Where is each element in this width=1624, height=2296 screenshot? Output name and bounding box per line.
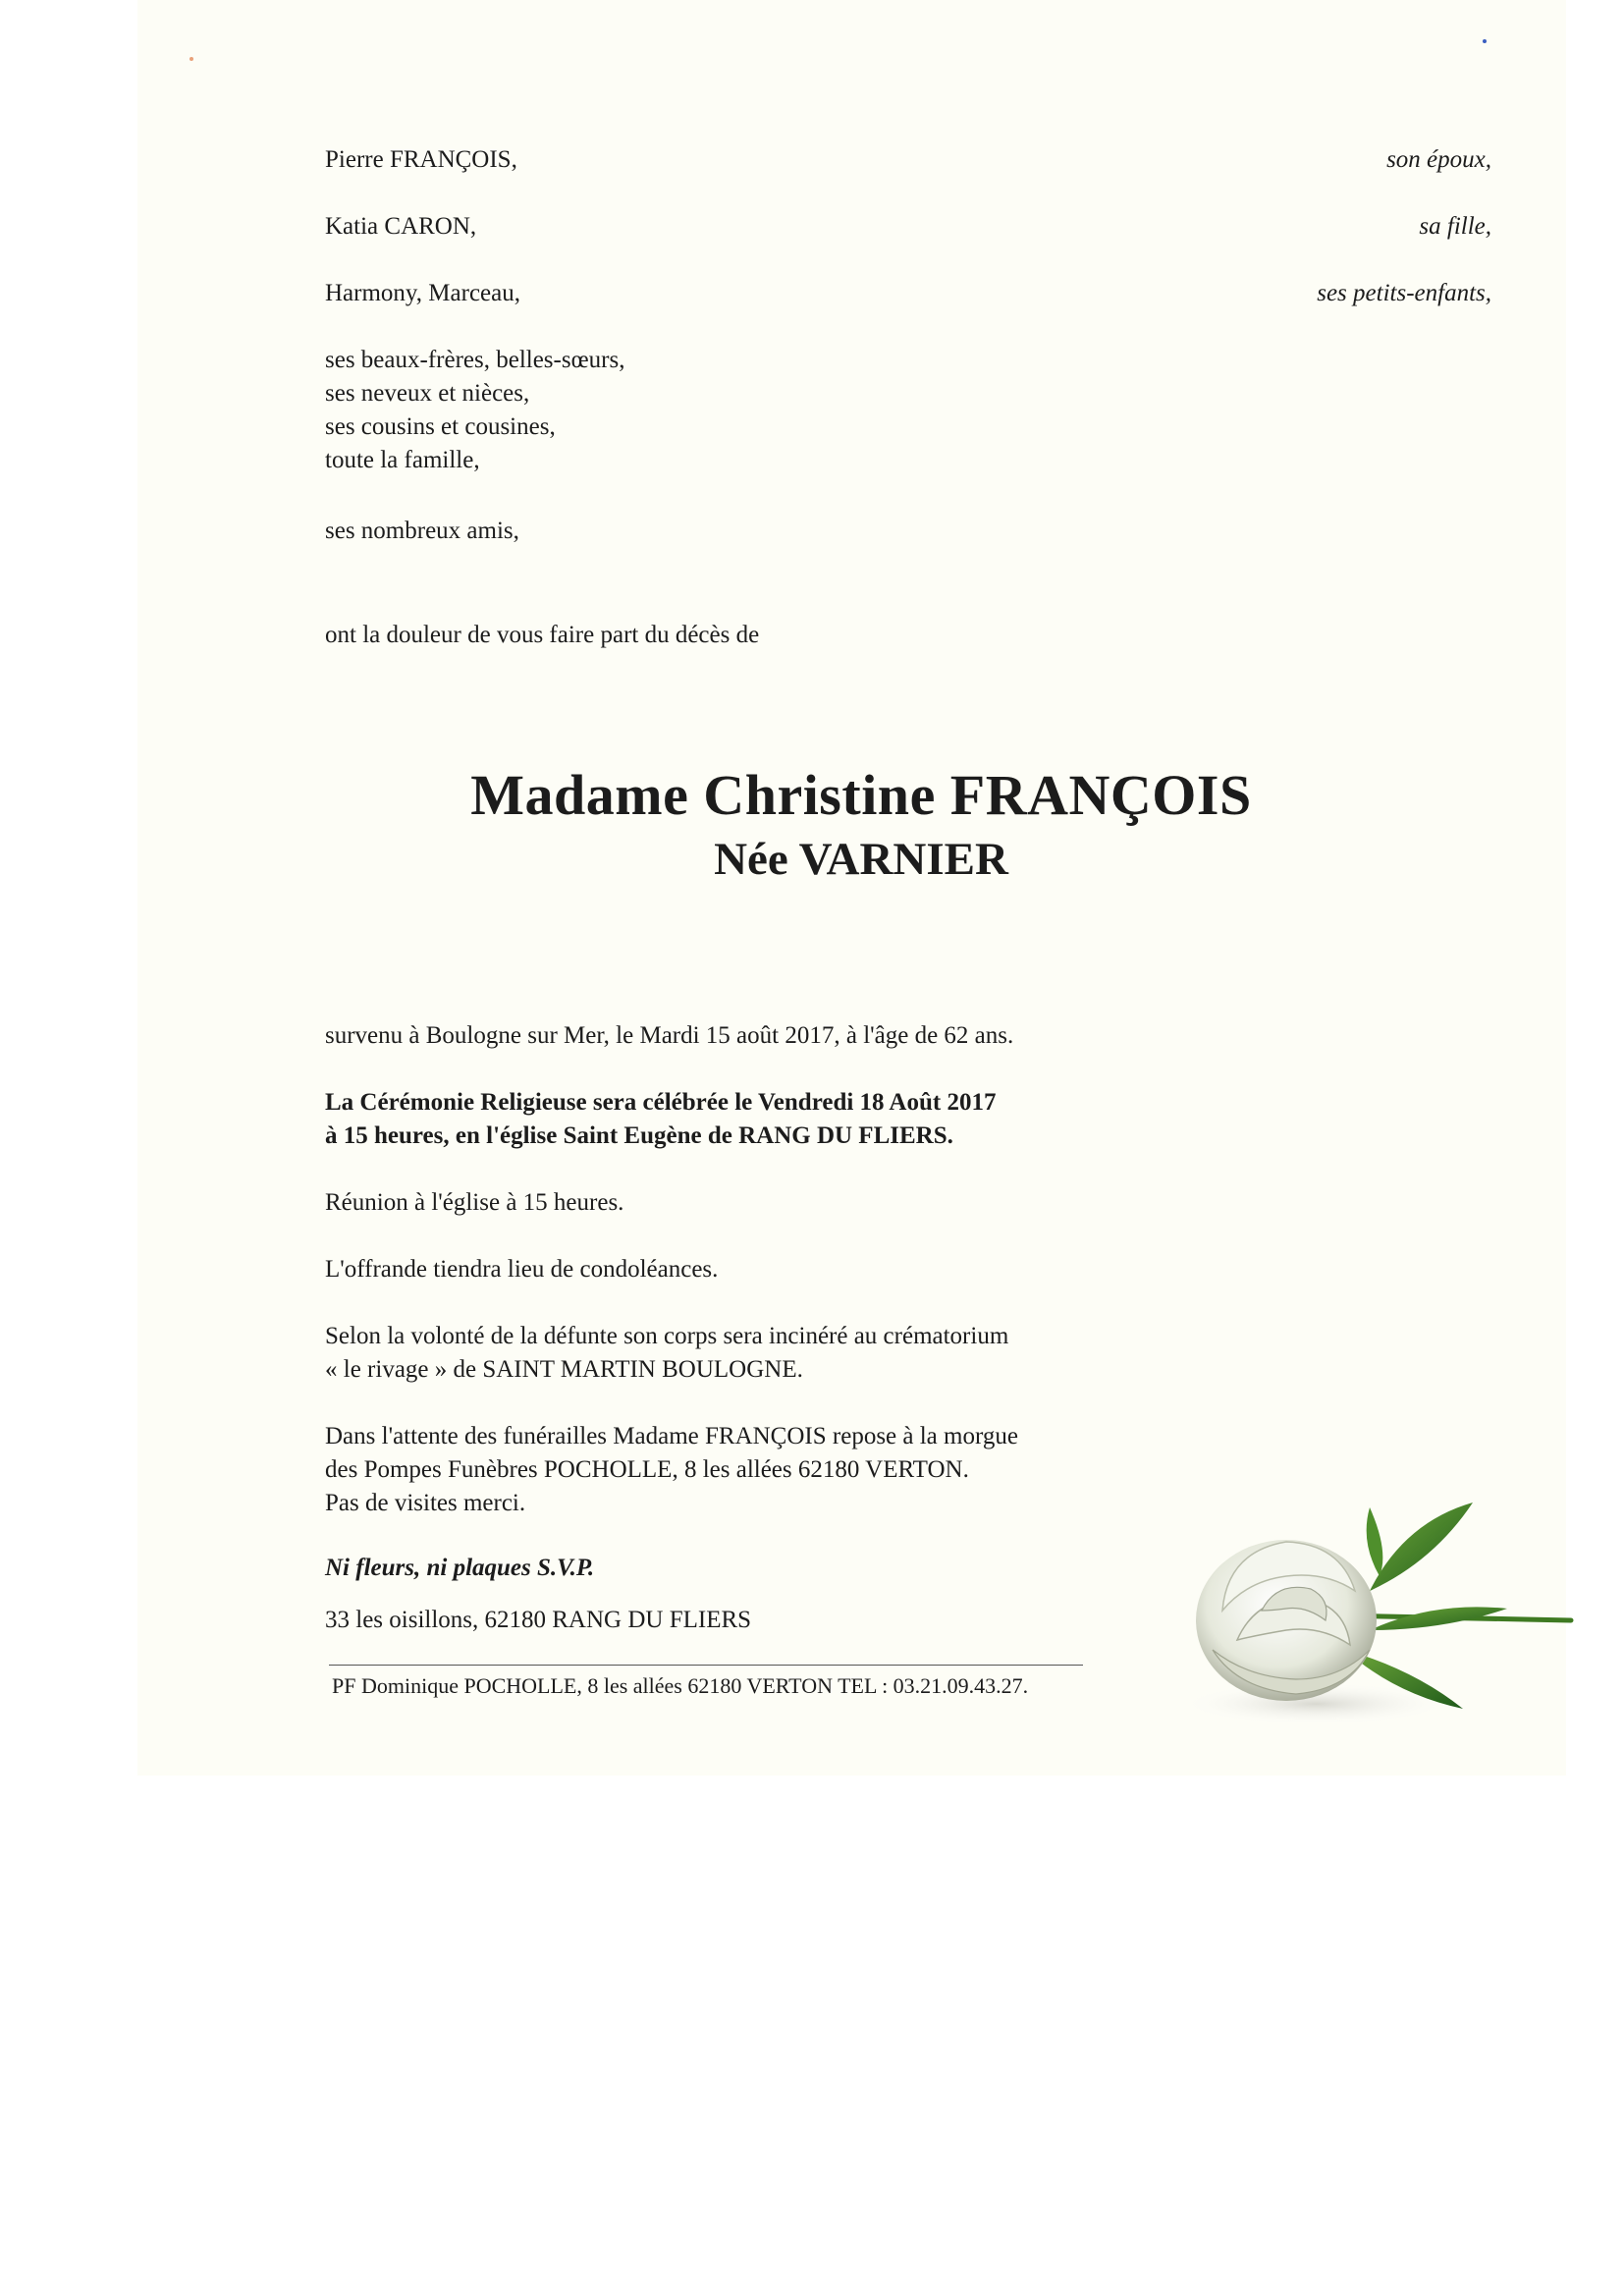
scan-speck <box>1483 39 1487 43</box>
friends-line: ses nombreux amis, <box>325 518 519 544</box>
family-name-1: Pierre FRANÇOIS, <box>325 146 517 173</box>
family-name-3: Harmony, Marceau, <box>325 280 520 306</box>
footer-divider <box>329 1665 1083 1666</box>
repose-line-2: des Pompes Funèbres POCHOLLE, 8 les allées 62180 VERTON. <box>325 1456 969 1483</box>
relatives-line-4: toute la famille, <box>325 447 480 473</box>
meeting-line: Réunion à l'église à 15 heures. <box>325 1189 624 1216</box>
repose-line-3: Pas de visites merci. <box>325 1490 526 1516</box>
offering-line: L'offrande tiendra lieu de condoléances. <box>325 1256 719 1283</box>
death-info: survenu à Boulogne sur Mer, le Mardi 15 août 2017, à l'âge de 62 ans. <box>325 1022 1014 1049</box>
family-relation-2: sa fille, <box>1419 213 1491 240</box>
cremation-line-1: Selon la volonté de la défunte son corps sera incinéré au crématorium <box>325 1323 1009 1349</box>
white-rose-icon <box>1168 1483 1581 1738</box>
family-relation-3: ses petits-enfants, <box>1317 280 1491 306</box>
family-name-2: Katia CARON, <box>325 213 477 240</box>
relatives-line-3: ses cousins et cousines, <box>325 413 556 440</box>
deceased-name: Madame Christine FRANÇOIS <box>470 763 1252 827</box>
family-relation-1: son époux, <box>1386 146 1491 173</box>
cremation-line-2: « le rivage » de SAINT MARTIN BOULOGNE. <box>325 1356 803 1383</box>
funeral-home-footer: PF Dominique POCHOLLE, 8 les allées 62180 VERTON TEL : 03.21.09.43.27. <box>332 1673 1029 1698</box>
no-flowers-notice: Ni fleurs, ni plaques S.V.P. <box>325 1555 595 1581</box>
scan-speck <box>189 57 193 61</box>
ceremony-line-1: La Cérémonie Religieuse sera célébrée le Vendredi 18 Août 2017 <box>325 1089 997 1116</box>
deceased-maiden-name: Née VARNIER <box>714 834 1008 885</box>
relatives-line-1: ses beaux-frères, belles-sœurs, <box>325 347 625 373</box>
ceremony-line-2: à 15 heures, en l'église Saint Eugène de RANG DU FLIERS. <box>325 1122 953 1149</box>
family-address: 33 les oisillons, 62180 RANG DU FLIERS <box>325 1607 752 1633</box>
relatives-line-2: ses neveux et nièces, <box>325 380 530 407</box>
announcement-line: ont la douleur de vous faire part du décès de <box>325 622 760 648</box>
repose-line-1: Dans l'attente des funérailles Madame FRANÇOIS repose à la morgue <box>325 1423 1018 1449</box>
